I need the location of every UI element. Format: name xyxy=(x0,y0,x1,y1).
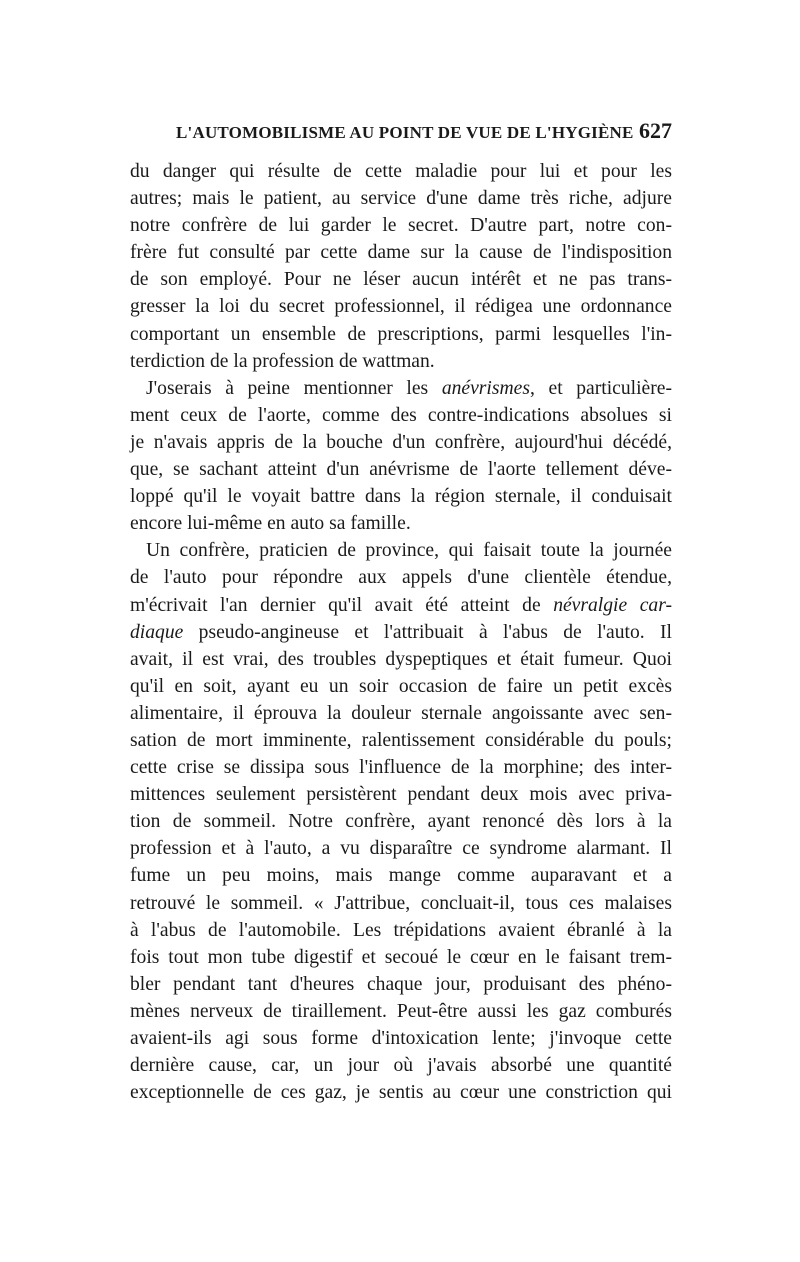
text-line: loppé qu'il le voyait battre dans la région sternale, il conduisait xyxy=(130,486,672,508)
text-line: frère fut consulté par cette dame sur la cause de l'indisposition xyxy=(130,242,672,264)
text-line: gresser la loi du secret professionnel, il rédigea une ordonnance xyxy=(130,296,672,318)
text-line: à l'abus de l'automobile. Les trépidations avaient ébranlé à la xyxy=(130,919,672,941)
text-line xyxy=(130,619,672,646)
text-segment: pseudo-angineuse et l'attribuait à l'abus de l'auto. Il xyxy=(183,621,672,643)
text-line: profession et à l'auto, a vu disparaître ce syndrome alarmant. Il xyxy=(130,838,672,860)
text-line: autres; mais le patient, au service d'une dame très riche, adjure xyxy=(130,188,672,210)
text-line: fois tout mon tube digestif et secoué le cœur en le faisant trem- xyxy=(130,946,672,968)
text-line: ment ceux de l'aorte, comme des contre-indications absolues si xyxy=(130,404,672,426)
text-line: notre confrère de lui garder le secret. D'autre part, notre con- xyxy=(130,215,672,237)
italic-term: diaque xyxy=(130,621,184,643)
text-segment: J'oserais à peine mentionner les xyxy=(146,377,442,399)
text-line: retrouvé le sommeil. « J'attribue, concluait-il, tous ces malaises xyxy=(130,892,672,914)
text-line: de l'auto pour répondre aux appels d'une clientèle étendue, xyxy=(130,567,672,589)
page-number: 627 xyxy=(639,118,672,143)
text-line: exceptionnelle de ces gaz, je sentis au cœur une constriction qui xyxy=(130,1082,672,1104)
text-line: dernière cause, car, un jour où j'avais absorbé une quantité xyxy=(130,1055,672,1077)
text-line: qu'il en soit, ayant eu un soir occasion de faire un petit excès xyxy=(130,675,672,697)
text-line: avaient-ils agi sous forme d'intoxication lente; j'invoque cette xyxy=(130,1028,672,1049)
running-head xyxy=(130,118,672,150)
text-line: cette crise se dissipa sous l'influence de la morphine; des inter- xyxy=(130,757,672,779)
text-line: du danger qui résulte de cette maladie pour lui et pour les xyxy=(130,161,672,182)
text-line: je n'avais appris de la bouche d'un confrère, aujourd'hui décédé, xyxy=(130,431,672,453)
text-line xyxy=(130,592,672,619)
text-segment: , et particulière- xyxy=(529,377,672,399)
text-line xyxy=(130,375,672,402)
text-line: mènes nerveux de tiraillement. Peut-être aussi les gaz comburés xyxy=(130,1000,672,1022)
text-line: que, se sachant atteint d'un anévrisme de l'aorte tellement déve- xyxy=(130,459,672,481)
italic-term: névralgie car- xyxy=(553,594,672,616)
italic-term: anévrismes xyxy=(441,377,530,399)
text-line: alimentaire, il éprouva la douleur sternale angoissante avec sen- xyxy=(130,702,672,724)
text-line: Un confrère, praticien de province, qui faisait toute la journée xyxy=(146,540,672,562)
text-line: fume un peu moins, mais mange comme auparavant et a xyxy=(130,865,672,887)
text-line: de son employé. Pour ne léser aucun intérêt et ne pas trans- xyxy=(130,269,672,291)
text-line: tion de sommeil. Notre confrère, ayant renoncé dès lors à la xyxy=(130,811,672,833)
text-line: avait, il est vrai, des troubles dyspeptiques et était fumeur. Quoi xyxy=(130,648,672,670)
text-line: sation de mort imminente, ralentissement considérable du pouls; xyxy=(130,729,672,751)
text-line: comportant un ensemble de prescriptions, parmi lesquelles l'in- xyxy=(130,323,672,345)
text-line: terdiction de la profession de wattman. xyxy=(130,350,435,372)
running-title: L'AUTOMOBILISME AU POINT DE VUE DE L'HYGIÈNE xyxy=(176,123,634,142)
text-line: bler pendant tant d'heures chaque jour, produisant des phéno- xyxy=(130,973,672,995)
text-line: mittences seulement persistèrent pendant deux mois avec priva- xyxy=(130,784,672,806)
body-text xyxy=(130,158,672,1106)
text-segment: m'écrivait l'an dernier qu'il avait été atteint de xyxy=(130,594,554,616)
text-line: encore lui-même en auto sa famille. xyxy=(130,513,411,535)
